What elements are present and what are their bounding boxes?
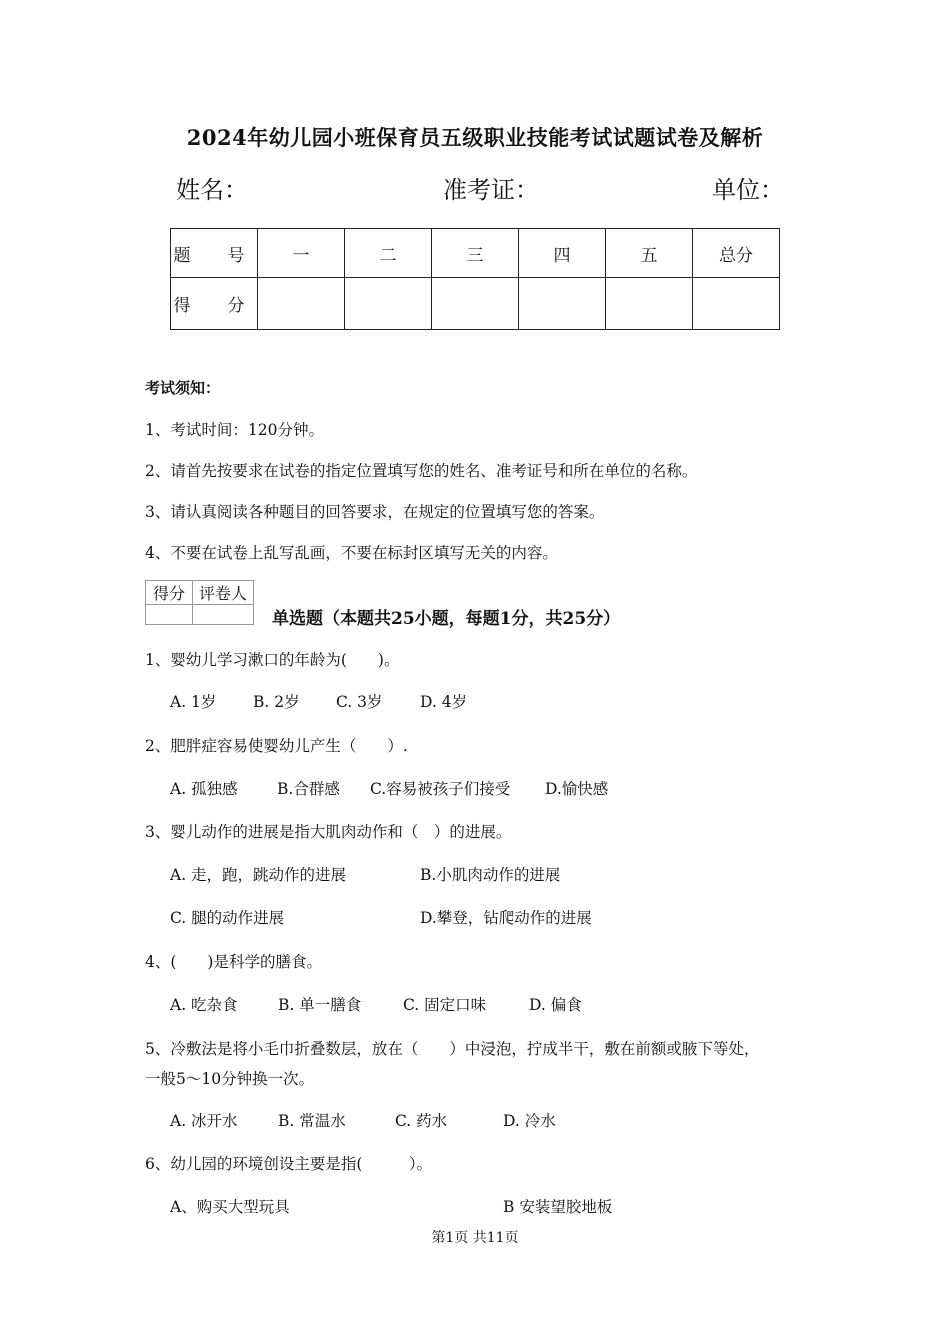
question-text: 2、肥胖症容易使婴幼儿产生（ ）. — [145, 737, 408, 755]
score-header-cell: 五 — [606, 229, 693, 278]
score-input-cell[interactable] — [432, 278, 519, 330]
option-a: A. 1岁 — [170, 693, 217, 711]
option-d: D.攀登，钻爬动作的进展 — [420, 909, 592, 927]
option-b: B. 单一膳食 — [278, 996, 362, 1014]
score-row-label: 得 分 — [171, 278, 258, 330]
option-a: A. 孤独感 — [170, 780, 238, 798]
score-header-cell: 二 — [345, 229, 432, 278]
note-item: 2、请首先按要求在试卷的指定位置填写您的姓名、准考证号和所在单位的名称。 — [145, 462, 698, 480]
note-item: 1、考试时间：120分钟。 — [145, 421, 324, 439]
question-text: 1、婴幼儿学习漱口的年龄为( )。 — [145, 651, 400, 669]
option-c: C. 腿的动作进展 — [170, 909, 285, 927]
score-table — [170, 228, 780, 330]
score-table-header-row — [171, 229, 780, 278]
option-b: B.小肌肉动作的进展 — [420, 866, 561, 884]
option-b: B 安装望胶地板 — [503, 1198, 613, 1216]
question-text-continued: 一般5～10分钟换一次。 — [145, 1070, 315, 1088]
document-title: 2024年幼儿园小班保育员五级职业技能考试试题试卷及解析 — [186, 125, 764, 150]
score-header-cell: 一 — [258, 229, 345, 278]
score-header-cell: 四 — [519, 229, 606, 278]
option-d: D. 4岁 — [420, 693, 468, 711]
unit-field-label: 单位： — [712, 176, 784, 204]
option-a: A. 冰开水 — [170, 1112, 238, 1130]
notes-title: 考试须知： — [145, 379, 221, 397]
option-d: D.愉快感 — [545, 780, 609, 798]
note-item: 3、请认真阅读各种题目的回答要求，在规定的位置填写您的答案。 — [145, 503, 605, 521]
option-b: B. 2岁 — [253, 693, 300, 711]
grader-score-cell[interactable] — [146, 605, 193, 625]
grader-name-cell[interactable] — [193, 605, 254, 625]
score-input-cell[interactable] — [345, 278, 432, 330]
option-b: B.合群感 — [277, 780, 340, 798]
option-a: A. 吃杂食 — [170, 996, 238, 1014]
grader-box — [145, 580, 254, 625]
score-input-cell[interactable] — [258, 278, 345, 330]
option-c: C. 固定口味 — [403, 996, 487, 1014]
score-header-cell: 三 — [432, 229, 519, 278]
score-header-total: 总分 — [693, 229, 780, 278]
name-field-label: 姓名： — [176, 176, 248, 204]
option-a: A. 走，跑，跳动作的进展 — [170, 866, 347, 884]
option-c: C. 3岁 — [336, 693, 383, 711]
question-text: 4、( )是科学的膳食。 — [145, 953, 322, 971]
option-d: D. 偏食 — [529, 996, 582, 1014]
option-d: D. 冷水 — [503, 1112, 556, 1130]
score-input-cell[interactable] — [693, 278, 780, 330]
page-footer: 第1页 共11页 — [431, 1230, 519, 1246]
option-a: A、购买大型玩具 — [170, 1198, 290, 1216]
score-input-cell[interactable] — [606, 278, 693, 330]
option-c: C. 药水 — [395, 1112, 448, 1130]
score-input-cell[interactable] — [519, 278, 606, 330]
question-text: 6、幼儿园的环境创设主要是指( ）。 — [145, 1155, 433, 1173]
score-table-score-row — [171, 278, 780, 330]
section-title: 单选题（本题共25小题，每题1分，共25分） — [272, 609, 621, 629]
question-text: 3、婴儿动作的进展是指大肌肉动作和（ ）的进展。 — [145, 823, 512, 841]
option-c: C.容易被孩子们接受 — [370, 780, 511, 798]
grader-name-label: 评卷人 — [193, 581, 254, 605]
question-text: 5、冷敷法是将小毛巾折叠数层，放在（ ）中浸泡，拧成半干，敷在前额或腋下等处， — [145, 1040, 760, 1058]
score-header-label: 题 号 — [171, 229, 258, 278]
grader-score-label: 得分 — [146, 581, 193, 605]
option-b: B. 常温水 — [278, 1112, 346, 1130]
note-item: 4、不要在试卷上乱写乱画，不要在标封区填写无关的内容。 — [145, 544, 558, 562]
exam-id-field-label: 准考证： — [443, 176, 539, 204]
